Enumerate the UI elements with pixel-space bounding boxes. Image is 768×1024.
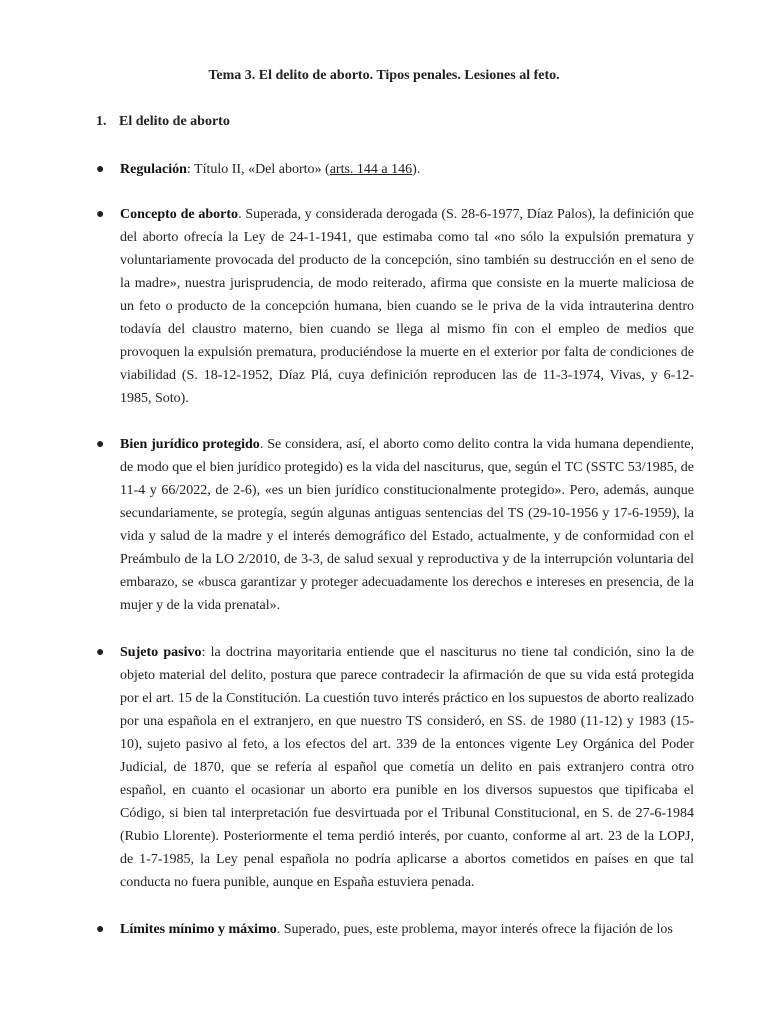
bullet-icon: ● [96, 645, 105, 660]
bullet-icon: ● [96, 437, 105, 452]
bullet-term: Sujeto pasivo [120, 645, 202, 660]
bullet-item-concepto [96, 203, 694, 410]
bullet-text [120, 158, 694, 181]
bullet-body-end: ). [412, 162, 421, 177]
bullet-item-bien-juridico [96, 433, 694, 617]
bullet-term: Concepto de aborto [120, 207, 239, 222]
bullet-item-sujeto-pasivo [96, 641, 694, 894]
bullet-text [120, 433, 694, 617]
bullet-term: Límites mínimo y máximo [120, 922, 277, 937]
bullet-term: Bien jurídico protegido [120, 437, 260, 452]
bullet-item-limites [96, 918, 694, 941]
bullet-icon: ● [96, 162, 105, 177]
document-title: Tema 3. El delito de aborto. Tipos penales. Lesiones al feto. [208, 68, 560, 83]
bullet-item-regulacion [96, 158, 694, 181]
section-heading [96, 112, 230, 132]
bullet-body: . Se considera, así, el aborto como delito contra la vida humana dependiente, de modo que el bien jurídico protegido) es la vida del nasciturus, que, según el TC (SSTC 53/1985, de 11-4 y 66/2022, de 2-6), «es un bien jurídico constitucionalmente protegido». Pero, además, aunque secundariamente, se protegía, según algunas antiguas sentencias del TS (29-10-1956 y 17-6-1959), la vida y salud de la madre y el interés demográfico del Estado, actualmente, y de conformidad con el Preámbulo de la LO 2/2010, de 3-3, de salud sexual y reproductiva y de la interrupción voluntaria del embarazo, se «busca garantizar y proteger adecuadamente los derechos e intereses en presencia, de la mujer y de la vida prenatal». [120, 437, 695, 613]
bullet-text [120, 641, 694, 894]
articles-link[interactable]: arts. 144 a 146 [329, 162, 413, 177]
bullet-body: . Superado, pues, este problema, mayor interés ofrece la fijación de los [276, 922, 673, 937]
bullet-body: . Superada, y considerada derogada (S. 28-6-1977, Díaz Palos), la definición que del aborto ofrecía la Ley de 24-1-1941, que estimaba como tal «no sólo la expulsión prematura y voluntariamente provocada del producto de la concepción, sino también su destrucción en el seno de la madre», nuestra jurisprudencia, de modo reiterado, afirma que consiste en la muerte maliciosa de un feto o producto de la concepción humana, bien cuando se le priva de la vida intrauterina dentro todavía del claustro materno, bien cuando se llega al mismo fin con el empleo de medios que provoquen la expulsión prematura, produciéndose la muerte en el exterior por falta de condiciones de viabilidad (S. 18-12-1952, Díaz Plá, cuya definición reproducen las de 11-3-1974, Vivas, y 6-12-1985, Soto). [120, 207, 694, 406]
section-number: 1. [96, 114, 107, 129]
section-title: El delito de aborto [119, 114, 230, 129]
bullet-body: : la doctrina mayoritaria entiende que el nasciturus no tiene tal condición, sino la de objeto material del delito, postura que parece contradecir la afirmación de que su vida está protegida por el art. 15 de la Constitución. La cuestión tuvo interés práctico en los supuestos de aborto realizado por una española en el extranjero, en que nuestro TS consideró, en SS. de 1980 (11-12) y 1983 (15-10), sujeto pasivo al feto, a los efectos del art. 339 de la entonces vigente Ley Orgánica del Poder Judicial, de 1870, que se refería al español que cometía un delito en pais extranjero contra otro español, en cuanto el ocasionar un aborto era punible en los diversos supuestos que tipificaba el Código, si bien tal interpretación fue desvirtuada por el Tribunal Constitucional, en S. de 27-6-1984 (Rubio Llorente). Posteriormente el tema perdió interés, por cuanto, conforme al art. 23 de la LOPJ, de 1-7-1985, la Ley penal española no podría aplicarse a abortos cometidos en países en que tal conducta no fuera punible, aunque en España estuviera penada. [120, 645, 695, 890]
bullet-body: : Título II, «Del aborto» ( [186, 162, 330, 177]
bullet-icon: ● [96, 207, 105, 222]
bullet-icon: ● [96, 922, 105, 937]
bullet-text [120, 203, 694, 410]
bullet-text [120, 918, 694, 941]
bullet-term: Regulación [120, 162, 187, 177]
